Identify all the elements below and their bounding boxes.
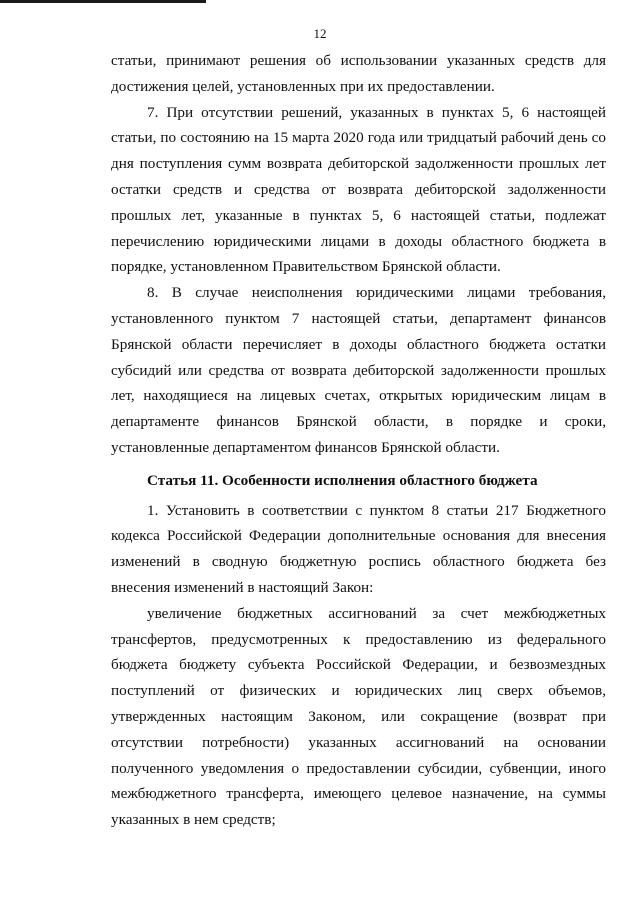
article-heading: Статья 11. Особенности исполнения областного бюджета <box>147 471 538 489</box>
article-paragraph-increase: увеличение бюджетных ассигнований за счет межбюджетных трансфертов, предусмотренных к предоставлению из федерального бюджета бюджету субъекта Российской Федерации, и безвозмездных поступлений от физических и юридических лиц сверх объемов, утвержденных настоящим Законом, или сокращение (возврат при отсутствии потребности) указанных ассигнований на основании полученного уведомления о предоставлении субсидии, субвенции, иного межбюджетного трансферта, имеющего целевое назначение, на суммы указанных в нем средств; <box>111 604 606 829</box>
page-number: 12 <box>313 26 327 41</box>
article-paragraph-1: 1. Установить в соответствии с пунктом 8 статьи 217 Бюджетного кодекса Российской Федерации дополнительные основания для внесения изменений в сводную бюджетную роспись областного бюджета без внесения изменений в настоящий Закон: <box>111 501 606 596</box>
paragraph-item-8: 8. В случае неисполнения юридическими лицами требования, установленного пунктом 7 настоящей статьи, департамент финансов Брянской области перечисляет в доходы областного бюджета остатки субсидий или средства от возврата дебиторской задолженности прошлых лет, находящиеся на лицевых счетах, открытых юридическим лицам в департаменте финансов Брянской области, в порядке и сроки, установленные департаментом финансов Брянской области. <box>111 284 606 456</box>
top-rule <box>0 0 206 3</box>
paragraph-continuation: статьи, принимают решения об использовании указанных средств для достижения целей, установленных при их предоставлении. <box>111 52 606 95</box>
paragraph-item-7: 7. При отсутствии решений, указанных в пунктах 5, 6 настоящей статьи, по состоянию на 15 марта 2020 года или тридцатый рабочий день со дня поступления сумм возврата дебиторской задолженности прошлых лет остатки средств и средства от возврата дебиторской задолженности прошлых лет, указанные в пунктах 5, 6 настоящей статьи, подлежат перечислению юридическими лицами в доходы областного бюджета в порядке, установленном Правительством Брянской области. <box>111 103 606 276</box>
document-body <box>111 48 606 833</box>
